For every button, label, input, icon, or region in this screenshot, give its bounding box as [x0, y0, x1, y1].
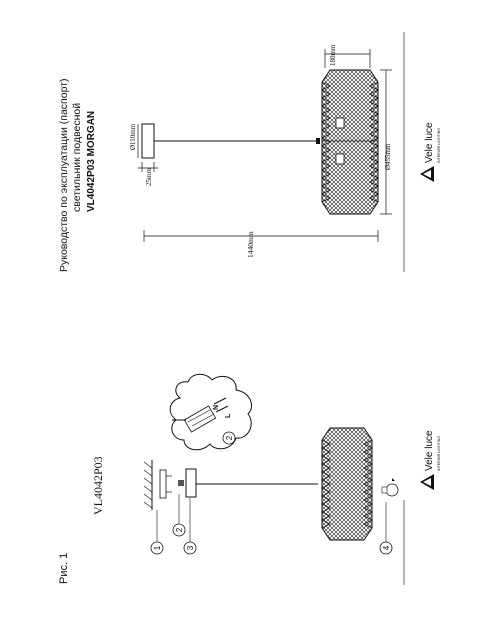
figure-caption: Рис. 1	[58, 552, 70, 584]
brand-tagline-bottom: INTERIOR LIGHTING	[437, 435, 441, 471]
callout-2: 2	[175, 527, 184, 533]
callout-1: 1	[153, 545, 162, 551]
brand-tagline: INTERIOR LIGHTING	[437, 127, 441, 163]
model-name: VL4042P03 MORGAN	[86, 110, 97, 212]
manual-title: Руководство по эксплуатации (паспорт)	[58, 78, 70, 272]
bulb-icon	[382, 478, 398, 496]
figure-model: VL4042P03	[91, 456, 105, 515]
dimension-diagram	[129, 32, 404, 272]
shade	[322, 70, 378, 214]
brand-name-bottom: Vele luce	[424, 430, 435, 471]
title-block	[58, 79, 97, 273]
depth-dimension: 180mm	[329, 44, 337, 66]
wire-label-n: N	[213, 404, 220, 410]
callout-2-cloud: 2	[225, 435, 234, 441]
brand-logo	[420, 122, 441, 182]
installation-diagram	[58, 374, 404, 585]
wire-label-l: L	[225, 413, 232, 418]
brand-name: Vele luce	[424, 122, 435, 163]
brand-logo-bottom	[420, 430, 441, 490]
callout-4: 4	[382, 545, 391, 551]
canopy-diameter-dimension: Ø110mm	[129, 123, 137, 150]
rod-connector	[316, 138, 320, 144]
total-height-dimension: 1440mm	[246, 231, 255, 258]
shade-diameter-dimension: Ø455mm	[384, 143, 392, 170]
canopy-height-dimension: 25mm	[145, 168, 153, 186]
callout-3: 3	[186, 545, 195, 551]
canopy	[142, 124, 154, 158]
installation-shade	[322, 428, 372, 540]
manual-subtitle: светильник подвесной	[71, 102, 83, 212]
